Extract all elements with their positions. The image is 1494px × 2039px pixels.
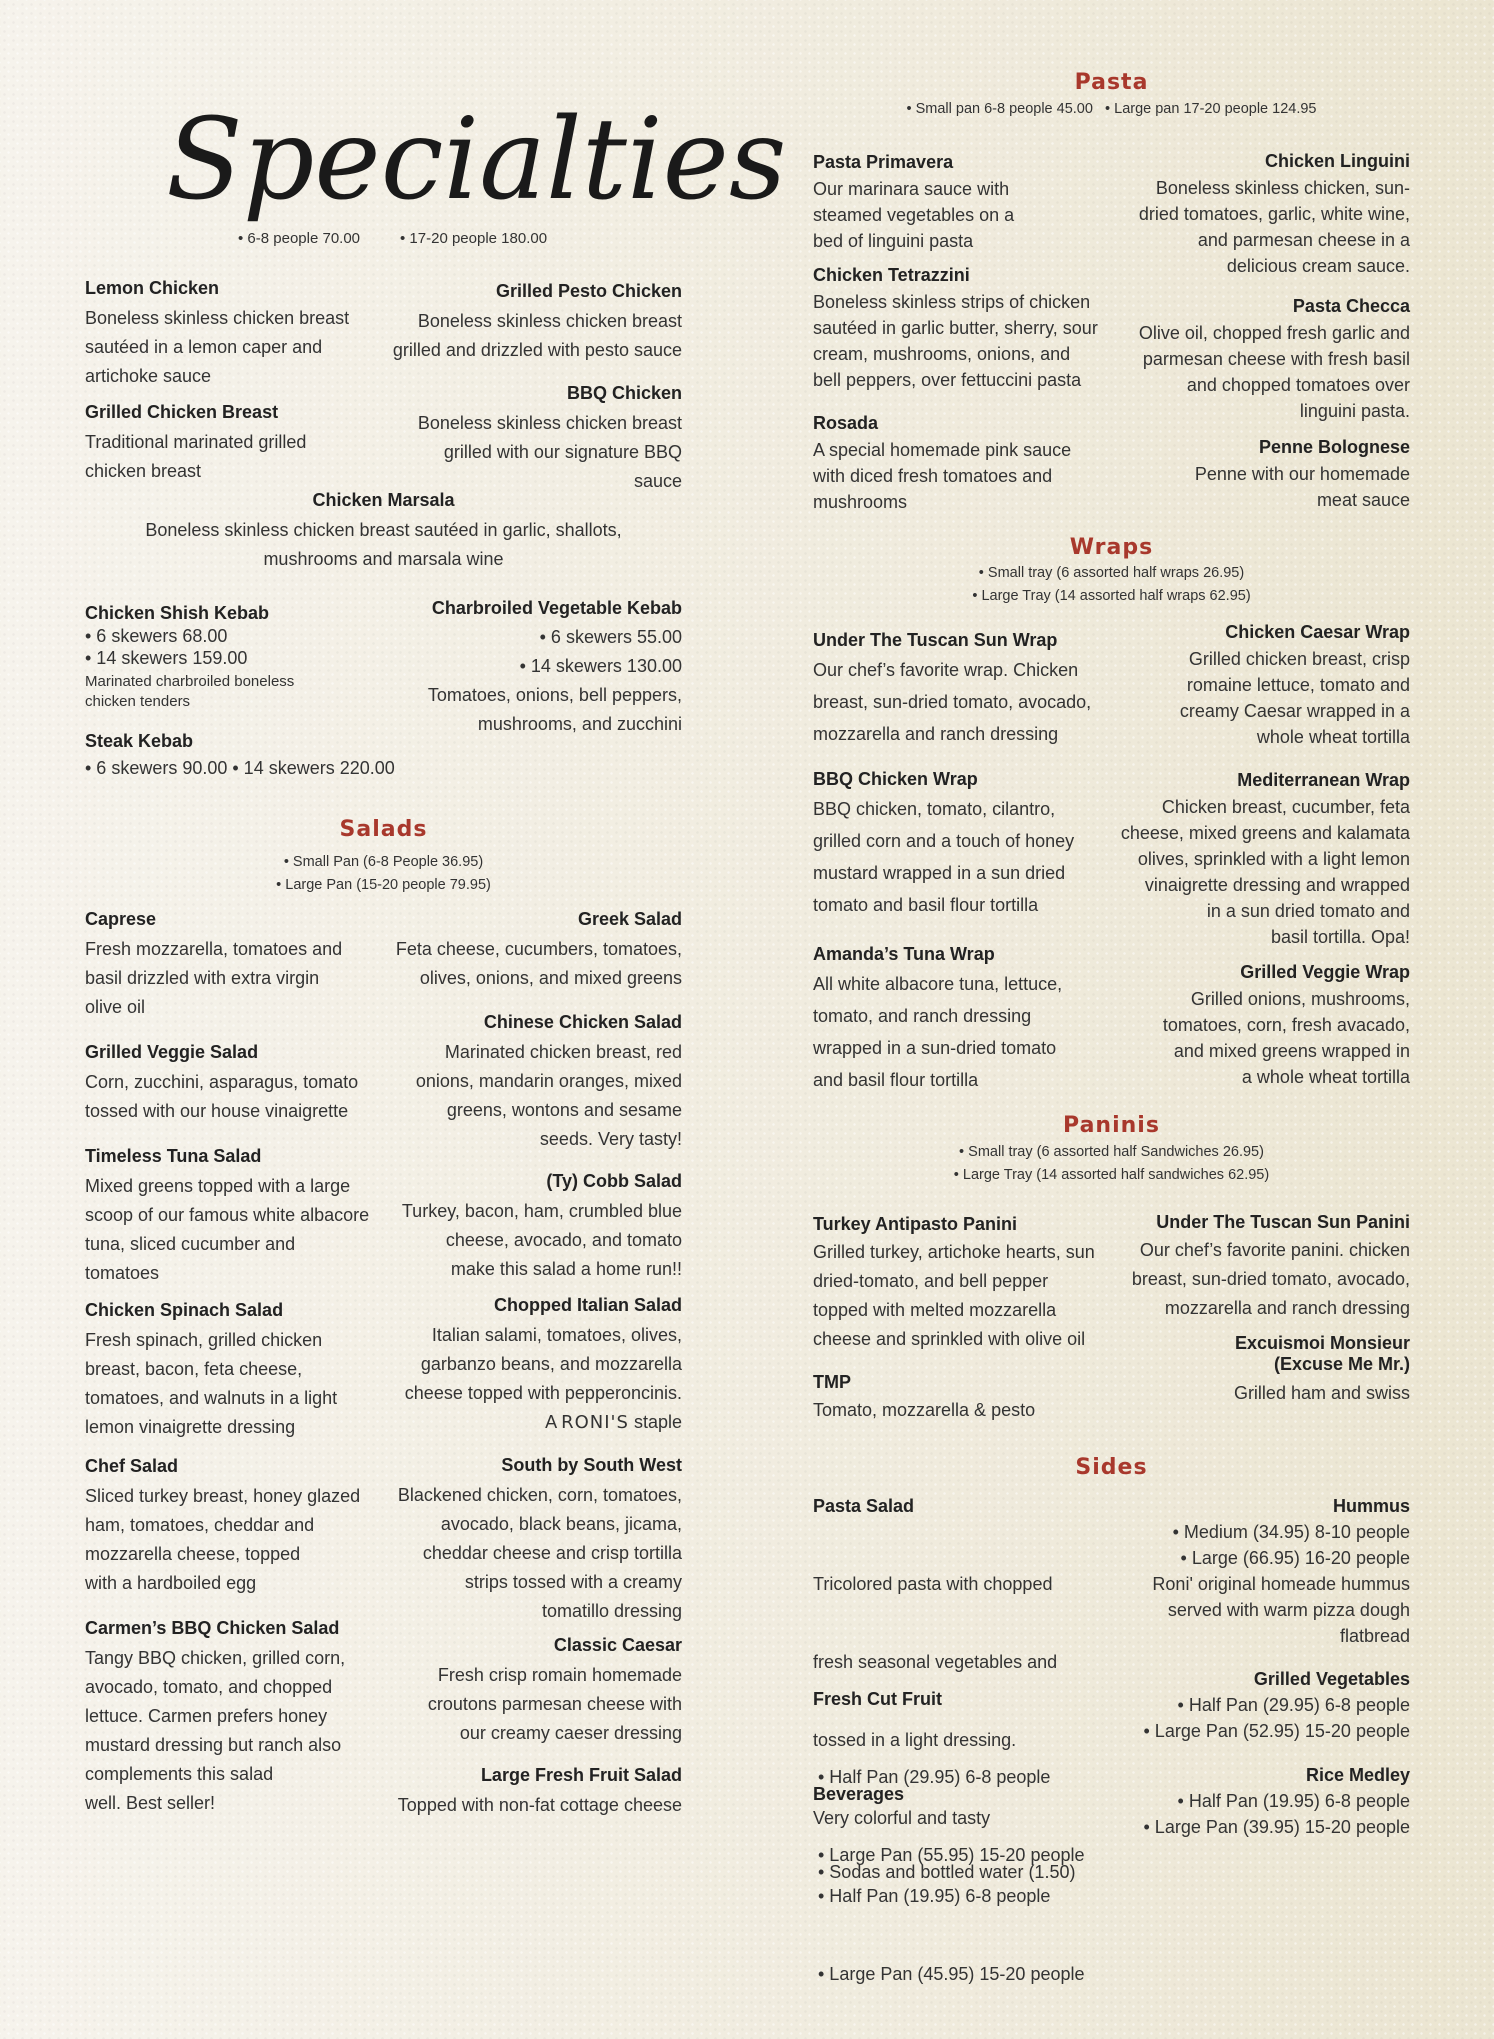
item-chinese-chicken-salad — [370, 1010, 682, 1154]
item-desc: Grilled chicken breast, crisp romaine lettuce, tomato and creamy Caesar wrapped in a whole wheat tortilla — [1179, 649, 1410, 747]
item-grilled-vegetables — [1100, 1667, 1410, 1744]
item-title: Pasta Primavera — [813, 152, 954, 172]
item-timeless-tuna-salad — [85, 1144, 395, 1288]
item-title: Pasta Checca — [1292, 296, 1410, 316]
item-title: Carmen’s BBQ Chicken Salad — [85, 1618, 340, 1638]
item-tuscan-sun-wrap — [813, 628, 1113, 750]
item-title: Greek Salad — [577, 909, 682, 929]
item-desc: Fresh crisp romain homemade croutons parmesan cheese with our creamy caeser dressing — [427, 1665, 682, 1743]
item-amandas-tuna-wrap — [813, 942, 1113, 1096]
item-rice-medley — [1100, 1763, 1410, 1840]
wraps-heading: Wraps — [1069, 535, 1154, 560]
item-note: Marinated charbroiled boneless chicken tenders — [85, 673, 295, 710]
item-title: Chicken Linguini — [1264, 151, 1410, 171]
item-desc: Tangy BBQ chicken, grilled corn, avocado, tomato, and chopped lettuce. Carmen prefers honey mustard dressing but ranch also complements this salad well. Best seller! — [85, 1648, 346, 1813]
item-chicken-caesar-wrap — [1100, 620, 1410, 750]
pasta-heading: Pasta — [1074, 70, 1149, 95]
wraps-prices: • Small tray (6 assorted half wraps 26.95) • Large Tray (14 assorted half wraps 62.95) — [972, 565, 1251, 604]
item-desc: • Medium (34.95) 8-10 people • Large (66.95) 16-20 people Roni' original homeade hummus served with warm pizza dough flatbread — [1152, 1522, 1410, 1646]
item-desc: Boneless skinless strips of chicken sautéed in garlic butter, sherry, sour cream, mushrooms, onions, and bell peppers, over fettuccini pasta — [813, 292, 1098, 390]
item-desc: Boneless skinless chicken breast grilled with our signature BBQ sauce — [417, 413, 682, 491]
item-chicken-shish-kebab — [85, 601, 385, 712]
ronis-staple: A RONI'S staple — [545, 1412, 682, 1433]
item-mediterranean-wrap — [1100, 768, 1410, 950]
item-title: Chopped Italian Salad — [493, 1295, 682, 1315]
item-desc: Tricolored pasta with chopped fresh seasonal vegetables and tossed in a light dressing. Very colorful and tasty • Half Pan (19.95) 6-8 people • Large Pan (45.95) 15-20 people — [813, 1574, 1085, 1984]
item-grilled-chicken-breast — [85, 400, 375, 486]
item-desc: Blackened chicken, corn, tomatoes, avocado, black beans, jicama, cheddar cheese and crisp tortilla strips tossed with a creamy tomatillo dressing — [397, 1485, 682, 1621]
item-title: Mediterranean Wrap — [1237, 770, 1410, 790]
item-desc: Traditional marinated grilled chicken breast — [85, 432, 307, 481]
item-title: Chicken Spinach Salad — [85, 1300, 284, 1320]
item-chicken-linguini — [1100, 149, 1410, 279]
item-title: Timeless Tuna Salad — [85, 1146, 262, 1166]
item-hummus — [1100, 1494, 1410, 1649]
item-penne-bolognese — [1100, 435, 1410, 513]
item-desc: Topped with non-fat cottage cheese — [397, 1795, 682, 1815]
item-title: Excuismoi Monsieur (Excuse Me Mr.) — [1234, 1333, 1410, 1374]
item-options: • 6 skewers 55.00 • 14 skewers 130.00 Tomatoes, onions, bell peppers, mushrooms, and zucchini — [427, 627, 682, 734]
item-title: Rosada — [813, 413, 879, 433]
item-title: Caprese — [85, 909, 157, 929]
item-grilled-veggie-salad — [85, 1040, 375, 1126]
item-title: Turkey Antipasto Panini — [813, 1214, 1018, 1234]
item-lemon-chicken — [85, 276, 375, 391]
item-desc: BBQ chicken, tomato, cilantro, grilled corn and a touch of honey mustard wrapped in a sun dried tomato and basil flour tortilla — [813, 799, 1075, 915]
item-title: Pasta Salad — [813, 1496, 915, 1516]
item-desc: • Half Pan (29.95) 6-8 people • Large Pan (52.95) 15-20 people — [1143, 1695, 1410, 1741]
item-title: Rice Medley — [1305, 1765, 1410, 1785]
item-title: Under The Tuscan Sun Wrap — [813, 630, 1058, 650]
item-grilled-pesto-chicken — [370, 279, 682, 365]
item-title: Chinese Chicken Salad — [483, 1012, 682, 1032]
item-desc: Boneless skinless chicken breast grilled and drizzled with pesto sauce — [392, 311, 682, 360]
item-tmp — [813, 1370, 1103, 1425]
item-title: Large Fresh Fruit Salad — [480, 1765, 682, 1785]
item-excuismoi-monsieur — [1100, 1333, 1410, 1408]
item-desc: • Half Pan (19.95) 6-8 people • Large Pan (39.95) 15-20 people — [1143, 1791, 1410, 1837]
item-desc: Grilled ham and swiss — [1233, 1383, 1410, 1403]
item-title: (Ty) Cobb Salad — [546, 1171, 682, 1191]
item-chicken-tetrazzini — [813, 263, 1123, 393]
item-title: Chicken Tetrazzini — [813, 265, 970, 285]
item-chicken-marsala — [85, 488, 682, 574]
item-desc: Grilled turkey, artichoke hearts, sun dried-tomato, and bell pepper topped with melted mozzarella cheese and sprinkled with olive oil — [813, 1242, 1095, 1349]
item-title: Fresh Cut Fruit — [813, 1689, 942, 1709]
paninis-prices: • Small tray (6 assorted half Sandwiches 26.95) • Large Tray (14 assorted half sandwiches 62.95) — [953, 1144, 1270, 1183]
item-desc: A special homemade pink sauce with diced fresh tomatoes and mushrooms — [813, 440, 1072, 512]
item-title: BBQ Chicken — [566, 383, 682, 403]
specialties-title — [160, 80, 787, 240]
item-classic-caesar — [370, 1633, 682, 1748]
item-title: Chicken Marsala — [312, 490, 455, 510]
item-pasta-primavera — [813, 150, 1103, 254]
item-desc: Corn, zucchini, asparagus, tomato tossed with our house vinaigrette — [85, 1072, 359, 1121]
paninis-heading: Paninis — [1063, 1113, 1160, 1138]
ronis-brand: RONI'S — [561, 1412, 629, 1433]
item-desc: Mixed greens topped with a large scoop of our famous white albacore tuna, sliced cucumber and tomatoes — [85, 1176, 370, 1283]
item-title: Beverages — [813, 1784, 905, 1804]
item-tuscan-sun-panini — [1100, 1210, 1410, 1323]
item-title: Charbroiled Vegetable Kebab — [431, 598, 682, 618]
item-desc: Grilled onions, mushrooms, tomatoes, corn, fresh avacado, and mixed greens wrapped in a whole wheat tortilla — [1162, 989, 1410, 1087]
item-desc: Marinated chicken breast, red onions, mandarin oranges, mixed greens, wontons and sesame seeds. Very tasty! — [415, 1042, 682, 1149]
item-options: • 6 skewers 90.00 • 14 skewers 220.00 — [85, 758, 395, 778]
item-caprese — [85, 907, 375, 1022]
specialties-price-large: • 17-20 people 180.00 — [400, 230, 548, 247]
item-desc: Our marinara sauce with steamed vegetables on a bed of linguini pasta — [813, 179, 1015, 251]
item-vegetable-kebab — [370, 596, 682, 739]
item-title: Amanda’s Tuna Wrap — [813, 944, 995, 964]
item-title: Grilled Veggie Salad — [85, 1042, 259, 1062]
item-desc: Tomato, mozzarella & pesto — [813, 1400, 1036, 1420]
item-title: Penne Bolognese — [1258, 437, 1410, 457]
item-bbq-chicken-wrap — [813, 767, 1113, 921]
item-greek-salad — [370, 907, 682, 993]
item-desc: Fresh spinach, grilled chicken breast, bacon, feta cheese, tomatoes, and walnuts in a light lemon vinaigrette dressing — [85, 1330, 338, 1437]
item-title: Grilled Pesto Chicken — [495, 281, 682, 301]
specialties-price-small: • 6-8 people 70.00 — [238, 230, 361, 247]
item-title: Chef Salad — [85, 1456, 179, 1476]
pasta-prices: • Small pan 6-8 people 45.00 • Large pan 17-20 people 124.95 — [906, 101, 1317, 117]
item-desc: Fresh mozzarella, tomatoes and basil drizzled with extra virgin olive oil — [85, 939, 343, 1017]
item-desc: Boneless skinless chicken, sun- dried tomatoes, garlic, white wine, and parmesan cheese in a delicious cream sauce. — [1138, 178, 1410, 276]
item-rosada — [813, 411, 1103, 515]
item-options: • 6 skewers 68.00 • 14 skewers 159.00 — [85, 626, 248, 668]
item-desc: Boneless skinless chicken breast sautéed in a lemon caper and artichoke sauce — [85, 308, 350, 386]
item-title: Lemon Chicken — [85, 278, 220, 298]
item-desc: Penne with our homemade meat sauce — [1194, 464, 1410, 510]
item-beverages — [813, 1782, 1113, 1937]
svg-text:Specialties: Specialties — [166, 95, 787, 225]
item-pasta-checca — [1100, 294, 1410, 424]
salads-heading: Salads — [339, 817, 428, 842]
item-title: Under The Tuscan Sun Panini — [1156, 1212, 1410, 1232]
item-desc: • Half Pan (29.95) 6-8 people • Large Pan (55.95) 15-20 people — [813, 1767, 1085, 1865]
item-desc: • Sodas and bottled water (1.50) — [813, 1862, 1076, 1882]
item-desc: All white albacore tuna, lettuce, tomato, and ranch dressing wrapped in a sun-dried tomato and basil flour tortilla — [813, 974, 1063, 1090]
item-title: Chicken Shish Kebab — [85, 603, 270, 623]
item-title: TMP — [813, 1372, 851, 1392]
item-turkey-antipasto-panini — [813, 1212, 1123, 1354]
item-title: Hummus — [1332, 1496, 1410, 1516]
item-desc: Feta cheese, cucumbers, tomatoes, olives, onions, and mixed greens — [395, 939, 682, 988]
item-desc: Our chef’s favorite panini. chicken breast, sun-dried tomato, avocado, mozzarella and ranch dressing — [1131, 1240, 1410, 1318]
salads-prices: • Small Pan (6-8 People 36.95) • Large Pan (15-20 people 79.95) — [276, 854, 491, 893]
item-chicken-spinach-salad — [85, 1298, 385, 1442]
item-steak-kebab — [85, 729, 505, 781]
sides-heading: Sides — [1075, 1455, 1148, 1480]
item-desc: Italian salami, tomatoes, olives, garbanzo beans, and mozzarella cheese topped with pepperoncinis. A RONI'S staple — [370, 1321, 682, 1437]
item-desc: Chicken breast, cucumber, feta cheese, mixed greens and kalamata olives, sprinkled with a light lemon vinaigrette dressing and wrapped in a sun dried tomato and basil tortilla. Opa! — [1120, 797, 1410, 947]
item-desc: Our chef’s favorite wrap. Chicken breast, sun-dried tomato, avocado, mozzarella and ranch dressing — [813, 660, 1092, 744]
item-south-by-south-west — [370, 1453, 682, 1626]
item-bbq-chicken — [370, 381, 682, 496]
item-title: BBQ Chicken Wrap — [813, 769, 978, 789]
item-cobb-salad — [370, 1169, 682, 1284]
item-title: South by South West — [501, 1455, 682, 1475]
item-desc: Olive oil, chopped fresh garlic and parmesan cheese with fresh basil and chopped tomatoes over linguini pasta. — [1138, 323, 1410, 421]
item-chopped-italian-salad — [370, 1293, 682, 1437]
item-title: Grilled Vegetables — [1253, 1669, 1410, 1689]
item-desc: Turkey, bacon, ham, crumbled blue cheese, avocado, and tomato make this salad a home run!! — [401, 1201, 682, 1279]
item-title: Steak Kebab — [85, 731, 194, 751]
item-large-fresh-fruit-salad — [370, 1763, 682, 1820]
item-carmens-bbq-chicken-salad — [85, 1616, 385, 1818]
item-title: Chicken Caesar Wrap — [1225, 622, 1410, 642]
item-title: Classic Caesar — [553, 1635, 682, 1655]
item-grilled-veggie-wrap — [1100, 960, 1410, 1090]
item-title: Grilled Veggie Wrap — [1240, 962, 1410, 982]
item-desc: Sliced turkey breast, honey glazed ham, tomatoes, cheddar and mozzarella cheese, topped with a hardboiled egg — [85, 1486, 361, 1593]
item-chef-salad — [85, 1454, 385, 1598]
item-desc: Boneless skinless chicken breast sautéed in garlic, shallots, mushrooms and marsala wine — [145, 520, 622, 569]
item-title: Grilled Chicken Breast — [85, 402, 279, 422]
